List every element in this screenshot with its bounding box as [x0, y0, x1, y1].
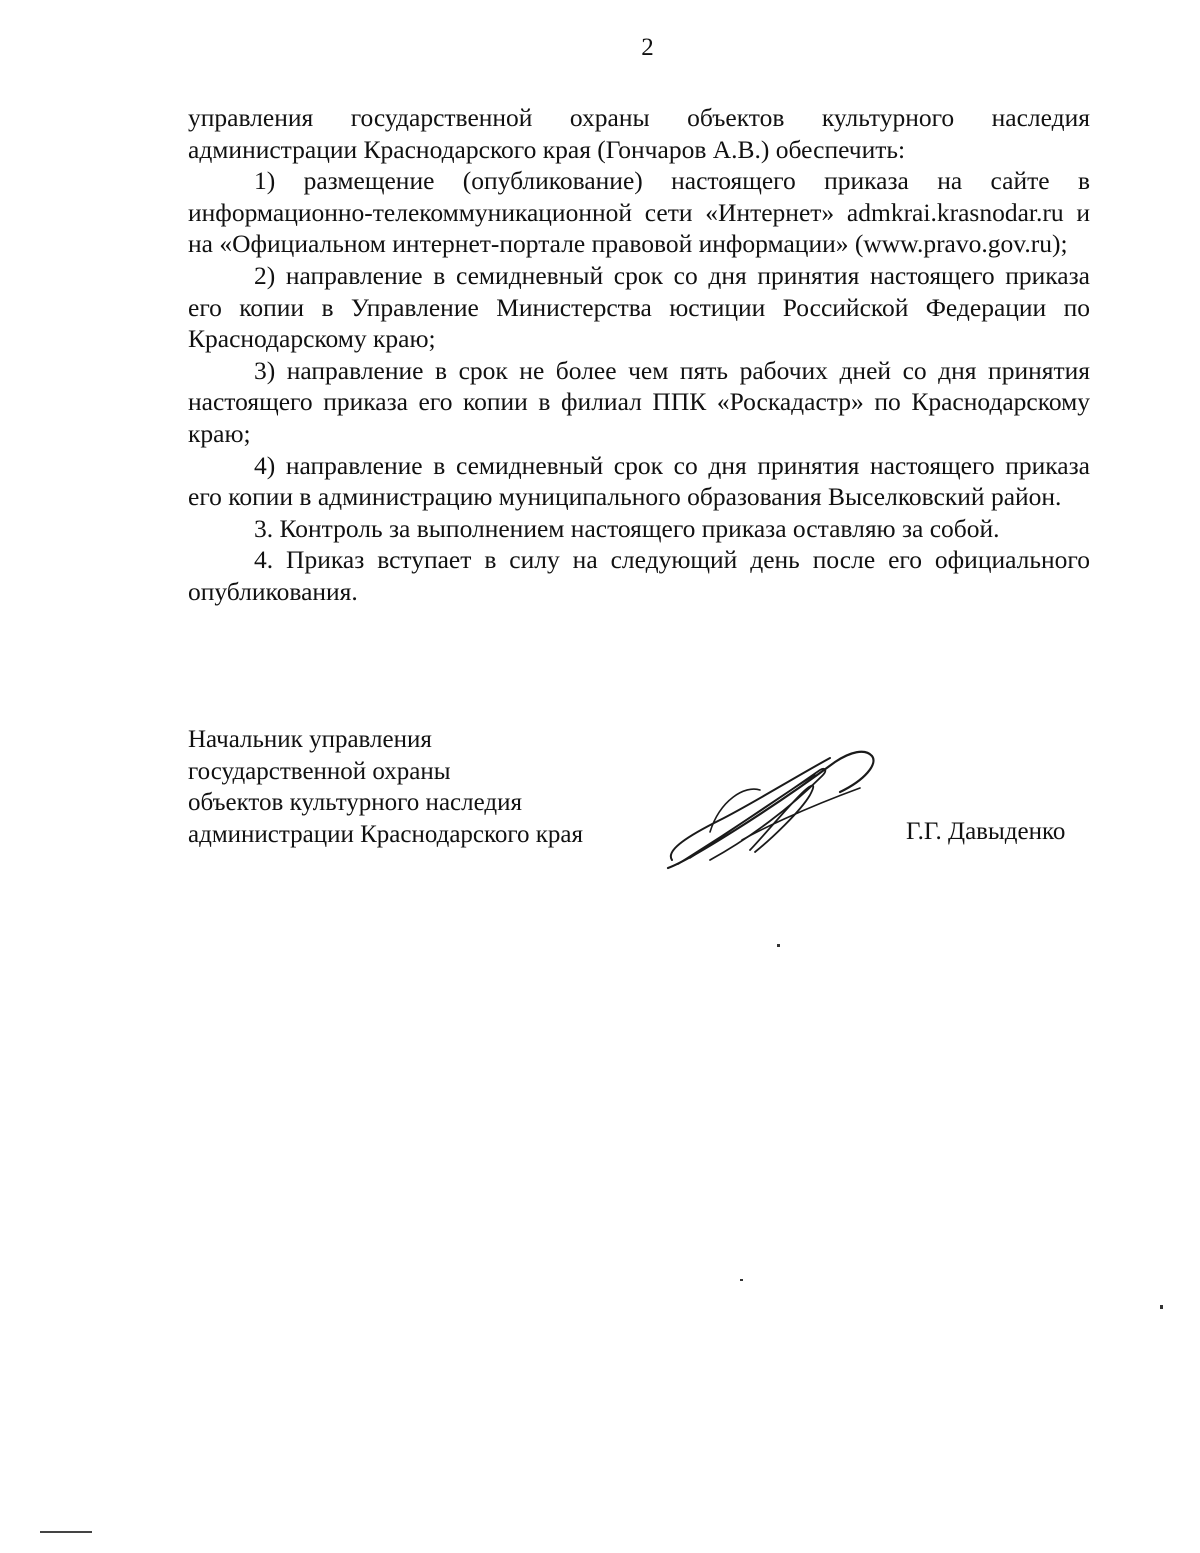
scan-speck — [777, 944, 780, 947]
paragraph-item-2: 2) направление в семидневный срок со дня принятия настоящего приказа его копии в Управление Министерства юстиции Российской Федерации по Краснодарскому краю; — [188, 260, 1090, 354]
paragraph-control: 3. Контроль за выполнением настоящего приказа оставляю за собой. — [254, 513, 1000, 543]
paragraph-item-3: 3) направление в срок не более чем пять рабочих дней со дня принятия настоящего приказа его копии в филиал ППК «Роскадастр» по Краснодарскому краю; — [188, 355, 1090, 448]
signer-name: Г.Г. Давыденко — [906, 818, 1066, 845]
position-line: Начальник управления — [188, 726, 432, 753]
scan-speck — [1160, 1305, 1163, 1309]
paragraph-item-4: 4) направление в семидневный срок со дня принятия настоящего приказа его копии в администрацию муниципального образования Выселковский район. — [188, 450, 1090, 512]
handwritten-signature-icon — [650, 740, 880, 880]
paragraph-effective: 4. Приказ вступает в силу на следующий день после его официального опубликования. — [188, 545, 1090, 606]
scan-artifact-line — [40, 1531, 92, 1533]
position-line: администрации Краснодарского края — [188, 820, 584, 848]
position-line: государственной охраны — [188, 757, 451, 785]
paragraph-item-1: 1) размещение (опубликование) настоящего приказа на сайте в информационно-телекоммуникационной сети «Интернет» admkrai.krasnodar.ru и на «Официальном интернет-портале правовой информации» (www.pravo.gov.ru); — [188, 166, 1090, 259]
signatory-position — [188, 724, 583, 850]
scan-speck — [740, 1279, 743, 1281]
position-line: объектов культурного наследия — [188, 789, 522, 816]
page-number: 2 — [641, 34, 654, 61]
document-body — [188, 102, 1090, 608]
paragraph-0: управления государственной охраны объектов культурного наследия администрации Краснодарского края (Гончаров А.В.) обеспечить: — [188, 103, 1090, 164]
